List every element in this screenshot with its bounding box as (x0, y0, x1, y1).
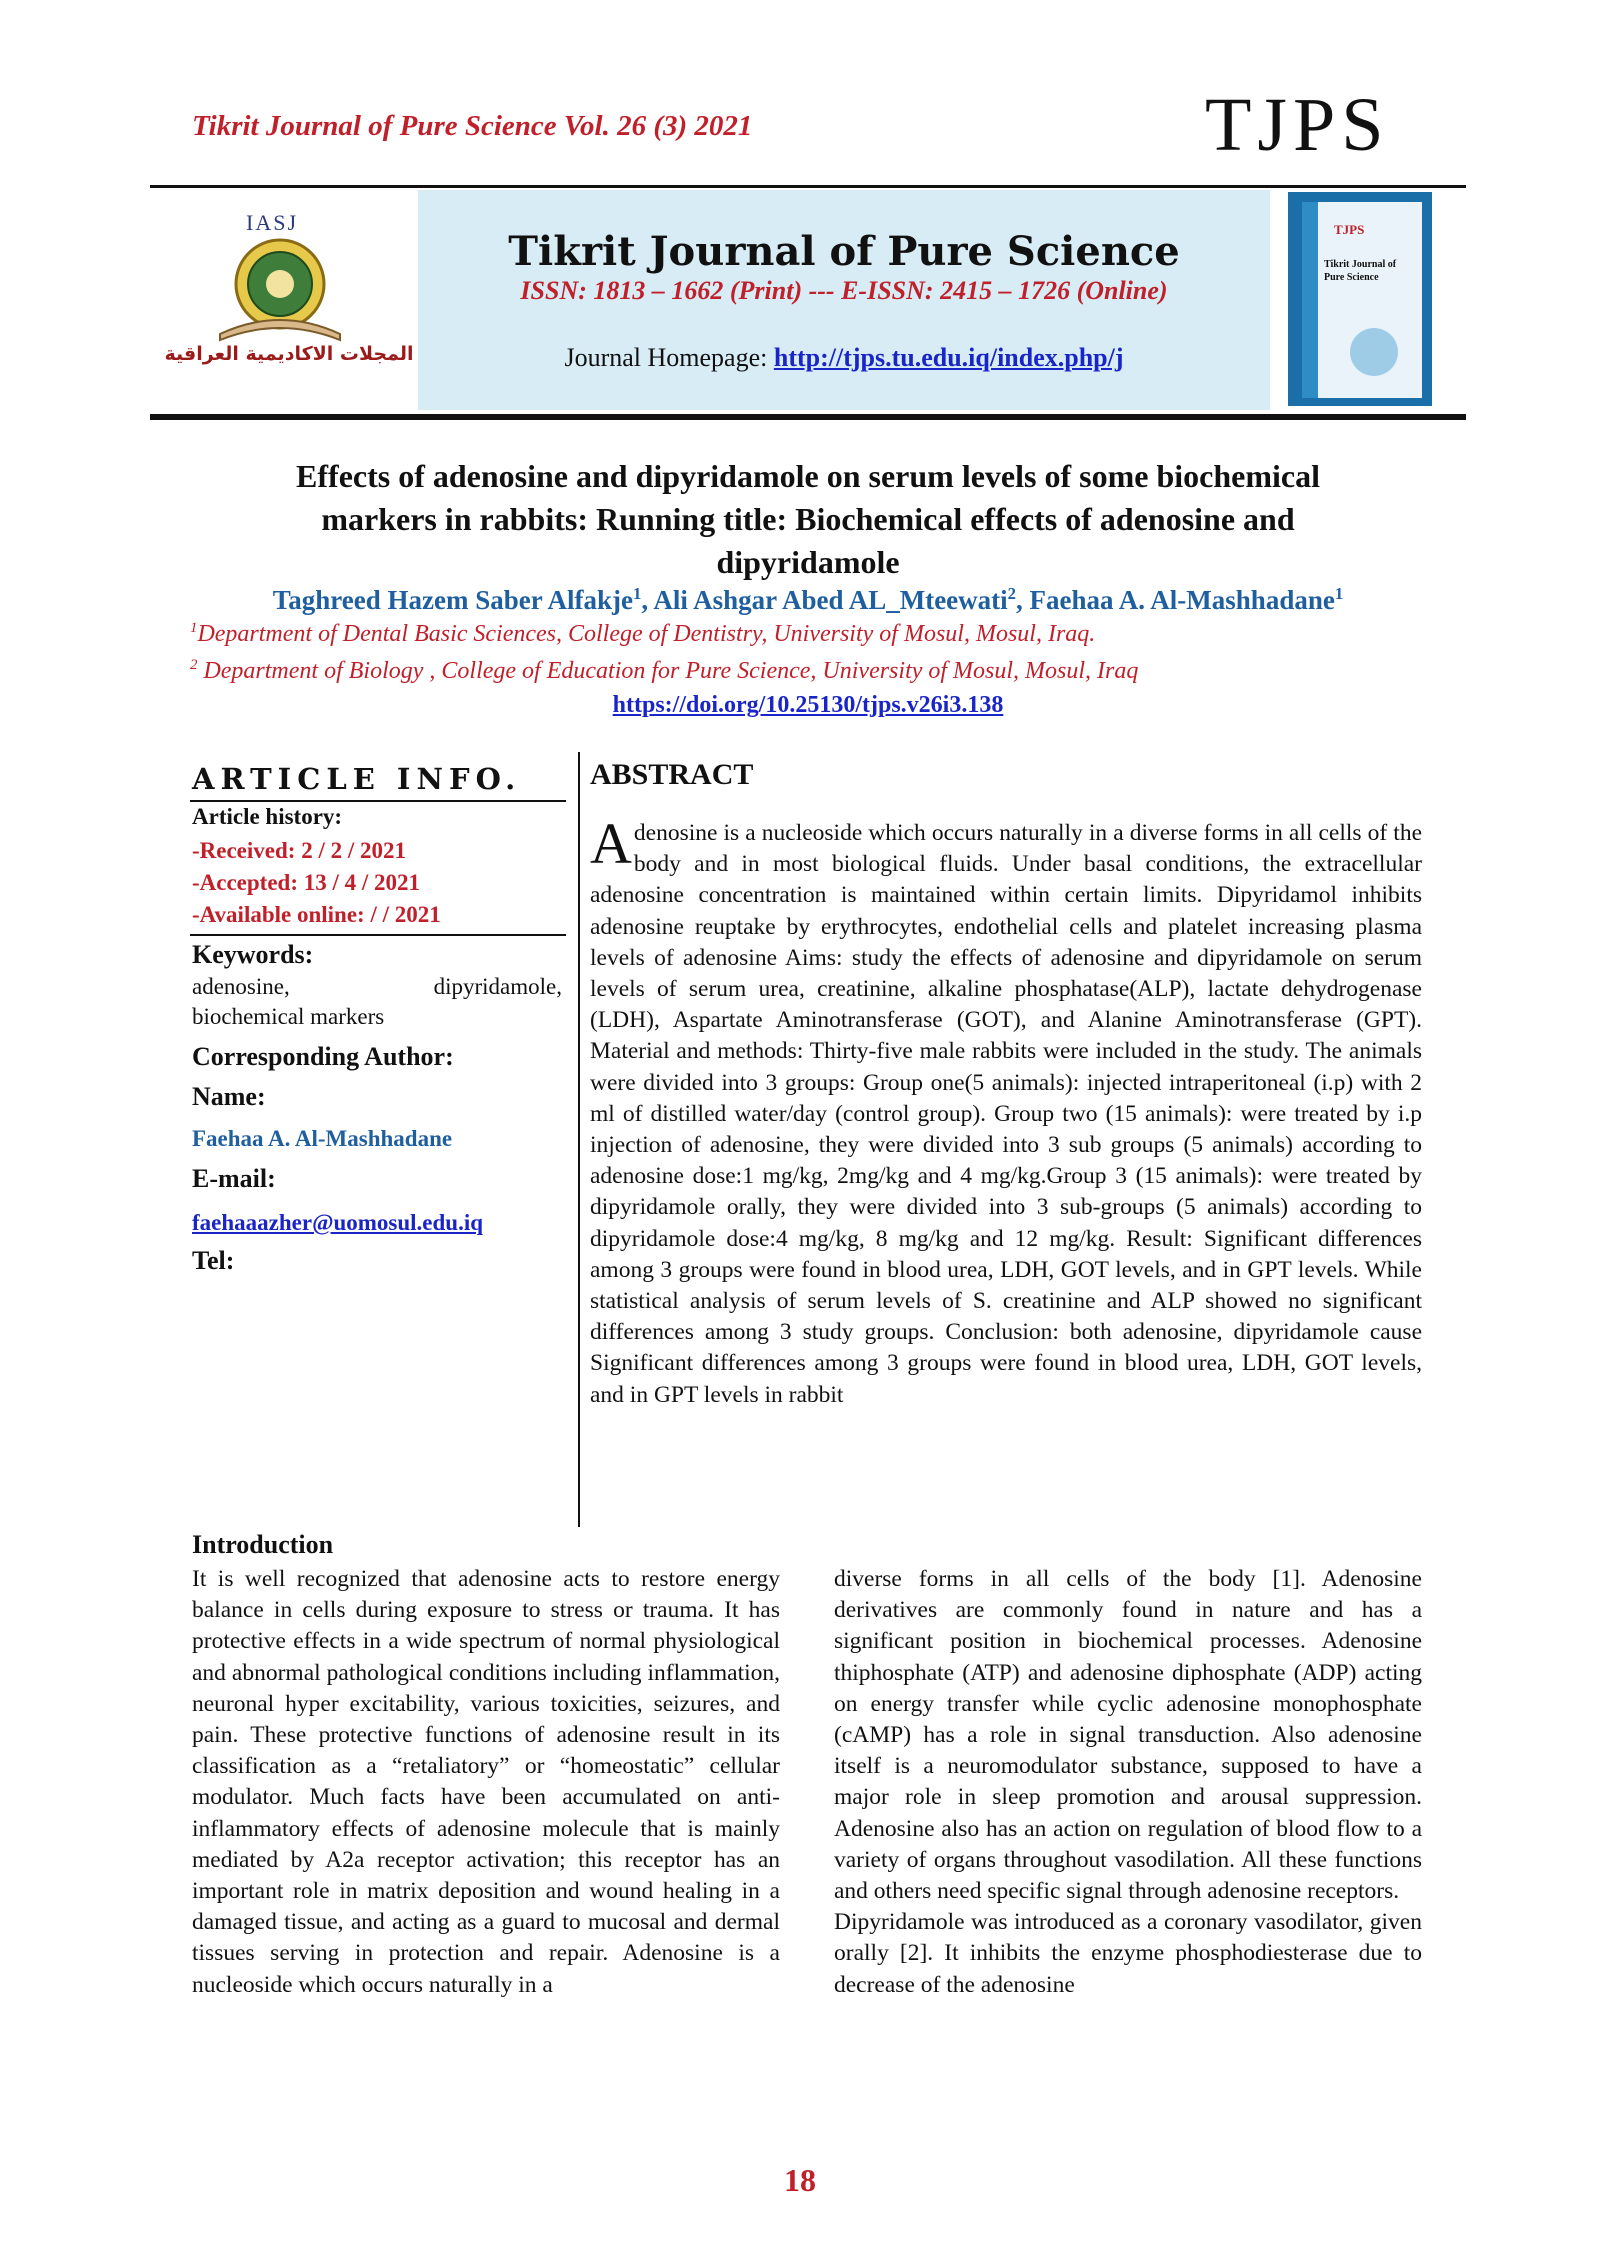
doi-link[interactable]: https://doi.org/10.25130/tjps.v26i3.138 (612, 692, 1004, 718)
introduction-column-1: It is well recognized that adenosine acts to restore energy balance in cells during exposure to stress or trauma. It has protective effects in a wide spectrum of normal physiological and abnormal pathological conditions including inflammation, neuronal hyper excitability, various toxicities, seizures, and pain. These protective functions of adenosine result in its classification as a “retaliatory” or “homeostatic” cellular modulator. Much facts have been accumulated on anti-inflammatory effects of adenosine molecule that is mainly mediated by A2a receptor activation; this receptor has an important role in matrix deposition and wound healing in a damaged tissue, and acting as a guard to mucosal and dermal tissues serving in protection and repair. Adenosine is a nucleoside which occurs naturally in a (192, 1566, 780, 1998)
tel-label: Tel: (192, 1246, 235, 1275)
accepted-date: -Accepted: 13 / 4 / 2021 (192, 870, 421, 895)
keyword: adenosine, (192, 974, 290, 999)
corresponding-author-email[interactable]: faehaaazher@uomosul.edu.iq (192, 1210, 484, 1235)
affil-text: Department of Dental Basic Sciences, College of Dentistry, University of Mosul, Mosul, Iraq. (197, 621, 1096, 647)
banner-rule (150, 414, 1466, 420)
affiliation-2 (190, 657, 1138, 685)
keywords-rule (190, 934, 566, 936)
iasj-acronym: IASJ (246, 210, 299, 235)
abstract-body (590, 811, 1422, 1411)
affil-mark: 2 (190, 657, 198, 673)
journal-title: Tikrit Journal of Pure Science (508, 228, 1180, 275)
name-label: Name: (192, 1082, 266, 1111)
journal-homepage (418, 343, 1270, 373)
received-date: -Received: 2 / 2 / 2021 (192, 838, 406, 863)
abstract-dropcap: A (590, 811, 632, 876)
article-title (150, 455, 1466, 584)
introduction-heading: Introduction (192, 1530, 334, 1559)
cover-title: Tikrit Journal of Pure Science (1324, 259, 1397, 283)
author-name: , Faehaa A. Al-Mashhadane (1016, 585, 1335, 615)
keywords-label: Keywords: (192, 940, 314, 969)
keywords-line (192, 974, 562, 1000)
author-list (150, 584, 1466, 616)
title-line: dipyridamole (716, 544, 900, 580)
abstract-heading: ABSTRACT (590, 758, 754, 791)
paragraph: Dipyridamole was introduced as a coronary vasodilator, given orally [2]. It inhibits the enzyme phosphodiesterase due to decrease of the adenosine (834, 1909, 1422, 1998)
homepage-link[interactable]: http://tjps.tu.edu.iq/index.php/j (773, 343, 1124, 372)
introduction-column-2 (834, 1564, 1422, 2001)
running-header: Tikrit Journal of Pure Science Vol. 26 (3) 2021 (192, 110, 753, 142)
author-name: , Ali Ashgar Abed AL_Mteewati (641, 585, 1008, 615)
cover-label: TJPS (1334, 222, 1365, 237)
abstract-text: denosine is a nucleoside which occurs naturally in a diverse forms in all cells of the body and in most biological fluids. Under basal conditions, the extracellular adenosine concentration is maintained within certain limits. Dipyridamol inhibits adenosine reuptake by erythrocytes, endothelial cells and platelet increasing plasma levels of adenosine Aims: study the effects of adenosine and dipyridamole on serum levels of serum urea, creatinine, alkaline phosphatase(ALP), lactate dehydrogenase (LDH), Aspartate Aminotransferase (GOT), and Alanine Aminotransferase (GPT). Material and methods: Thirty-five male rabbits were included in the study. The animals were divided into 3 groups: Group one(5 animals): injected intraperitoneal (i.p) with 2 ml of distilled water/day (control group). Group two (15 animals): were treated by i.p injection of adenosine, they were divided into 3 sub groups (5 animals) according to adenosine dose:1 mg/kg, 2mg/kg and 4 mg/kg.Group 3 (15 animals): were treated by dipyridamole orally, they were divided into 3 sub-groups (5 animals) according to dipyridamole dose:4 mg/kg, 8 mg/kg and 12 mg/kg. Result: Significant differences among 3 groups were found in blood urea, LDH, GOT levels, and in GPT levels. While statistical analysis of serum levels of S. creatinine and ALP showed no significant differences among 3 study groups. Conclusion: both adenosine, dipyridamole cause Significant differences among 3 groups were found in blood urea, LDH, GOT levels, and in GPT levels in rabbit (590, 820, 1422, 1408)
affiliation-1 (190, 620, 1095, 648)
page-number: 18 (784, 2162, 816, 2198)
author-affil-mark: 1 (1334, 584, 1344, 603)
journal-brand: TJPS (1205, 83, 1390, 167)
column-divider (578, 752, 580, 1527)
available-online-date: -Available online: / / 2021 (192, 902, 441, 927)
affil-text: Department of Biology , College of Education for Pure Science, University of Mosul, Mosul, Iraq (197, 658, 1139, 684)
paragraph: diverse forms in all cells of the body [1]. Adenosine derivatives are commonly found in nature and has a significant position in biochemical processes. Adenosine thiphosphate (ATP) and adenosine diphosphate (ADP) acting on energy transfer while cyclic adenosine monophosphate (cAMP) has a role in signal transduction. Also adenosine itself is a neuromodulator substance, supposed to have a major role in sleep promotion and arousal suppression. Adenosine also has an action on regulation of blood flow to a variety of organs throughout vasodilation. All these functions and others need specific signal through adenosine receptors. (834, 1566, 1422, 1905)
author-affil-mark: 1 (633, 584, 642, 603)
author-affil-mark: 2 (1007, 584, 1017, 603)
keyword: dipyridamole, (433, 974, 562, 999)
iasj-logo (150, 206, 414, 396)
title-line: markers in rabbits: Running title: Biochemical effects of adenosine and (321, 501, 1295, 537)
iasj-arabic-name: المجلات الاكاديمية العراقية (164, 343, 414, 365)
journal-cover (1288, 192, 1432, 406)
header-rule (150, 185, 1466, 188)
homepage-label: Journal Homepage: (564, 343, 774, 372)
issn-line: ISSN: 1813 – 1662 (Print) --- E-ISSN: 2415 – 1726 (Online) (520, 276, 1168, 305)
corresponding-author-label: Corresponding Author: (192, 1042, 454, 1071)
article-history-label: Article history: (192, 804, 343, 829)
affil-mark: 1 (190, 620, 198, 636)
article-info-heading: ARTICLE INFO. (192, 762, 522, 796)
email-label: E-mail: (192, 1164, 276, 1193)
corresponding-author-name: Faehaa A. Al-Mashhadane (192, 1126, 453, 1151)
author-name: Taghreed Hazem Saber Alfakje (272, 585, 634, 615)
article-info-rule (190, 800, 566, 802)
keyword: biochemical markers (192, 1004, 385, 1029)
title-line: Effects of adenosine and dipyridamole on serum levels of some biochemical (296, 458, 1320, 494)
